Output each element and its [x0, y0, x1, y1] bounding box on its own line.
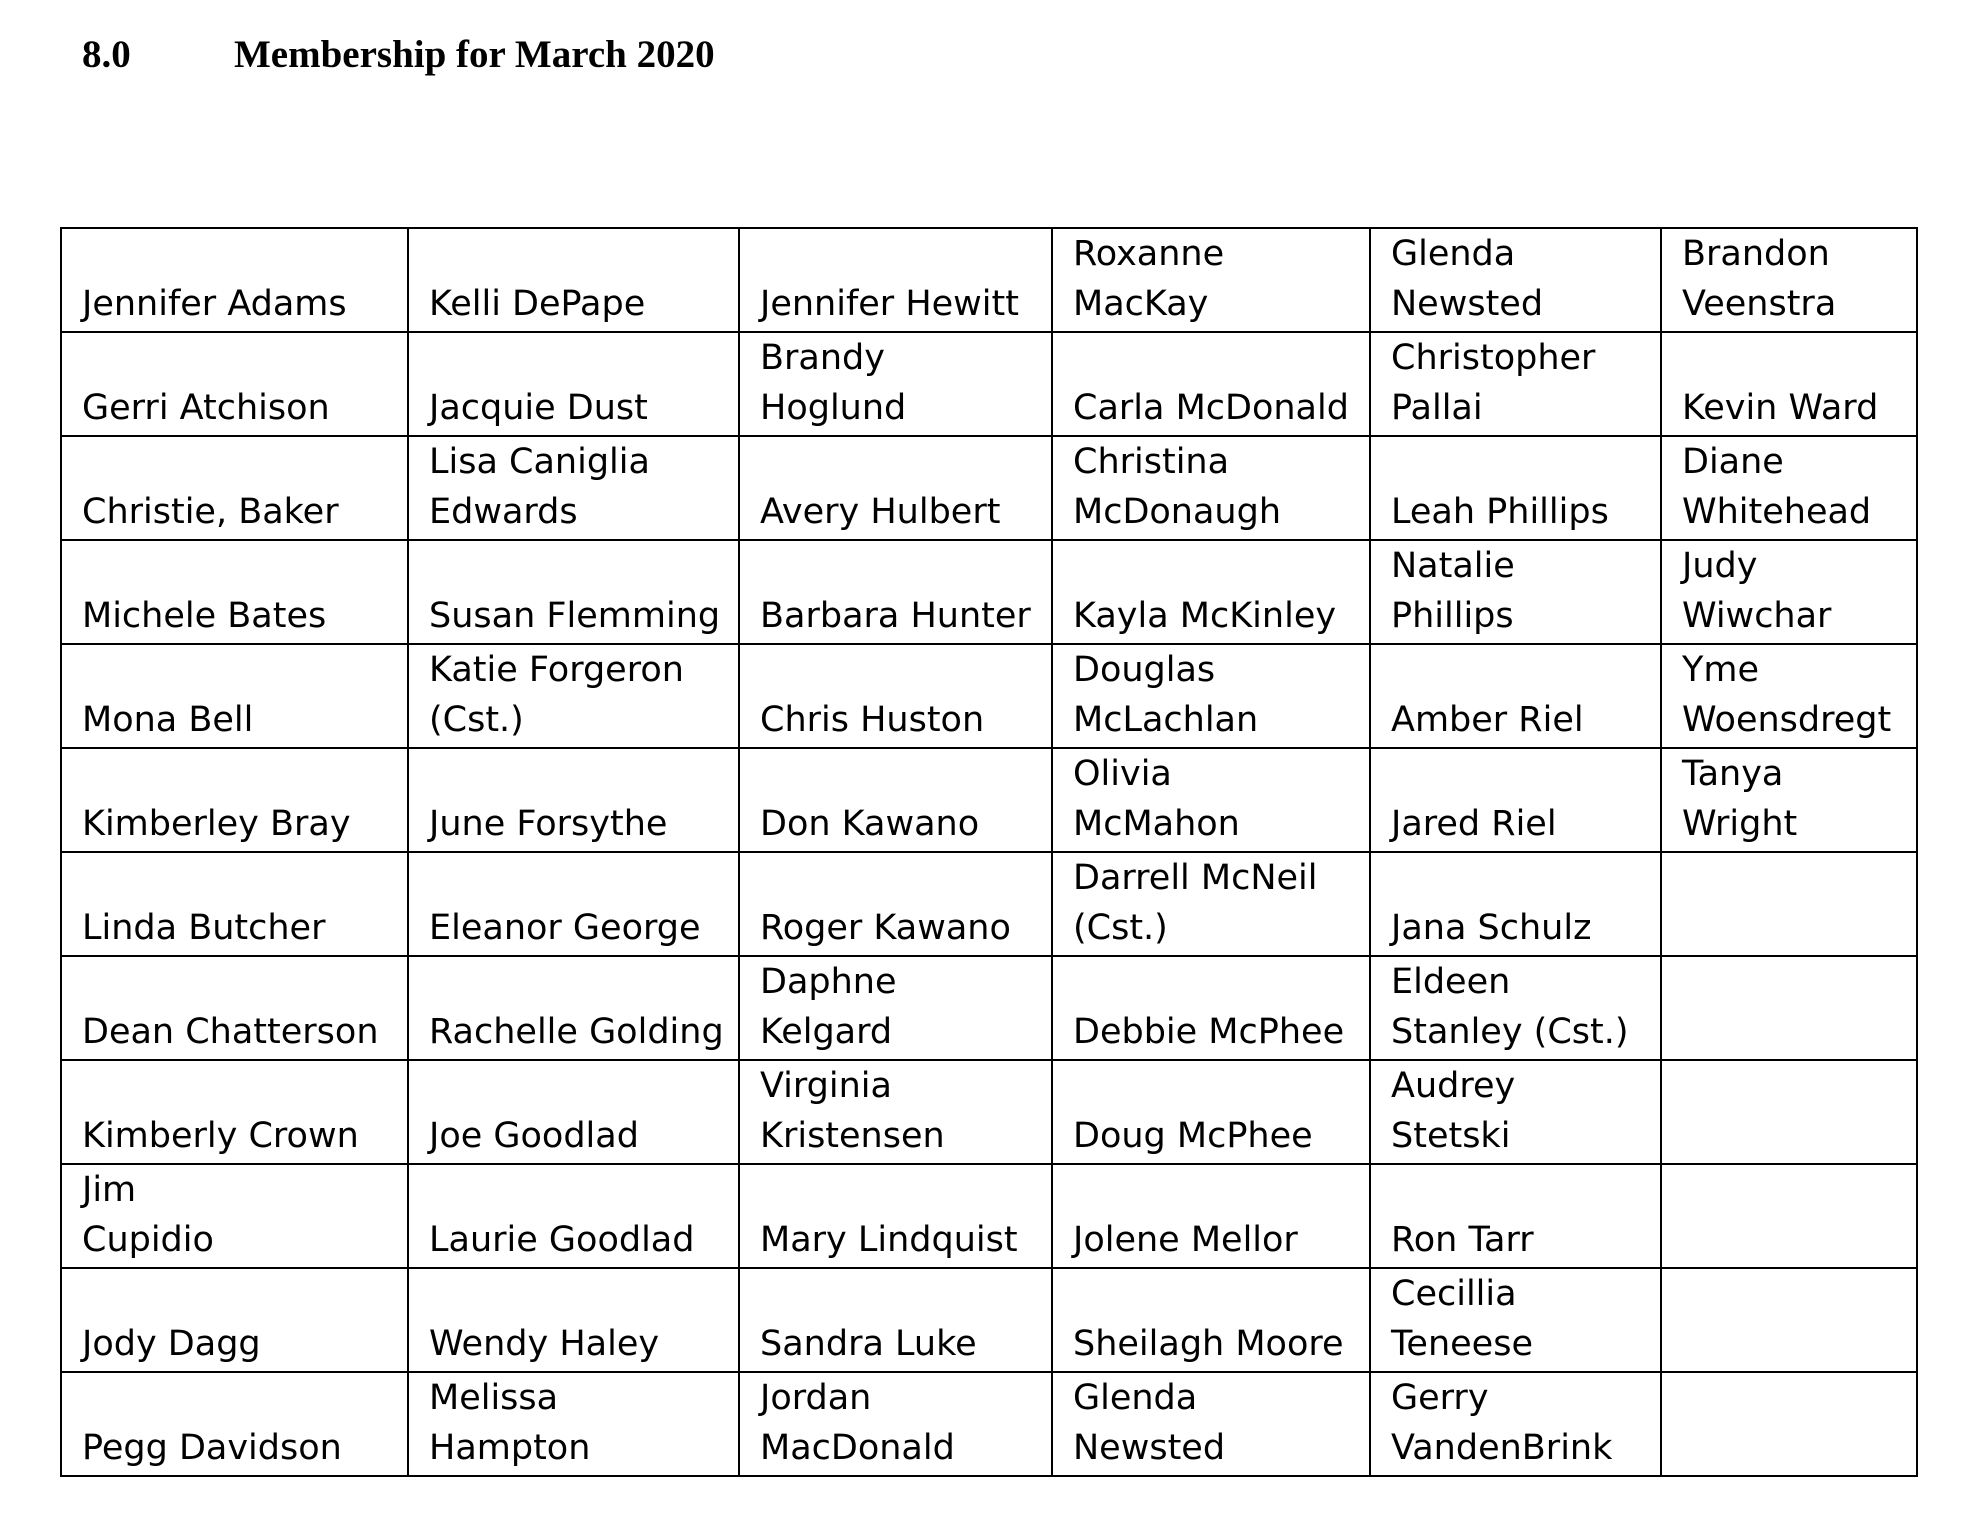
member-name: Gerry	[1391, 1378, 1489, 1418]
member-name: (Cst.)	[1073, 908, 1168, 948]
member-name: Kimberly Crown	[82, 1116, 359, 1156]
table-row	[61, 956, 1917, 1060]
member-name: Mona Bell	[82, 700, 254, 740]
member-cell	[61, 852, 408, 956]
member-name: Roxanne	[1073, 234, 1225, 274]
member-name: Darrell McNeil	[1073, 858, 1318, 898]
member-cell	[1052, 1060, 1370, 1164]
member-name: Barbara Hunter	[760, 596, 1031, 636]
member-cell	[1661, 956, 1917, 1060]
table-row	[61, 644, 1917, 748]
member-cell	[1661, 228, 1917, 332]
member-name: Kristensen	[760, 1116, 945, 1156]
member-cell	[1370, 436, 1661, 540]
member-cell	[1052, 1372, 1370, 1476]
member-name: Hoglund	[760, 388, 907, 428]
member-cell	[408, 228, 739, 332]
member-cell	[61, 228, 408, 332]
member-name: Kelgard	[760, 1012, 893, 1052]
member-name: VandenBrink	[1391, 1428, 1613, 1468]
member-name: Rachelle Golding	[429, 1012, 724, 1052]
member-cell	[1052, 540, 1370, 644]
member-cell	[1370, 1164, 1661, 1268]
member-name: Chris Huston	[760, 700, 985, 740]
member-cell	[1370, 540, 1661, 644]
member-name: Gerri Atchison	[82, 388, 330, 428]
member-name: Veenstra	[1682, 284, 1837, 324]
member-cell	[739, 956, 1052, 1060]
member-cell	[1052, 644, 1370, 748]
member-name: Michele Bates	[82, 596, 327, 636]
member-cell	[1661, 332, 1917, 436]
section-number: 8.0	[82, 33, 131, 76]
member-name: Mary Lindquist	[760, 1220, 1018, 1260]
member-cell	[408, 1164, 739, 1268]
table-row	[61, 1164, 1917, 1268]
member-name: Sheilagh Moore	[1073, 1324, 1344, 1364]
member-name: Audrey	[1391, 1066, 1516, 1106]
member-name: Debbie McPhee	[1073, 1012, 1345, 1052]
member-cell	[739, 332, 1052, 436]
member-cell	[1661, 1268, 1917, 1372]
member-name: Glenda	[1391, 234, 1516, 274]
member-cell	[739, 644, 1052, 748]
member-name: Natalie	[1391, 546, 1515, 586]
member-name: McLachlan	[1073, 700, 1259, 740]
member-name: Woensdregt	[1682, 700, 1892, 740]
member-name: Diane	[1682, 442, 1784, 482]
member-cell	[408, 332, 739, 436]
member-name: Virginia	[760, 1066, 892, 1106]
member-cell	[739, 436, 1052, 540]
table-row	[61, 332, 1917, 436]
member-name: McMahon	[1073, 804, 1240, 844]
member-cell	[408, 1060, 739, 1164]
member-name: Christie, Baker	[82, 492, 339, 532]
membership-table	[60, 227, 1918, 1477]
member-name: Pegg Davidson	[82, 1428, 342, 1468]
member-name: Stanley (Cst.)	[1391, 1012, 1629, 1052]
member-name: Jim	[82, 1170, 137, 1210]
member-cell	[1661, 748, 1917, 852]
member-name: Amber Riel	[1391, 700, 1584, 740]
member-name: Linda Butcher	[82, 908, 326, 948]
section-title: Membership for March 2020	[234, 33, 715, 76]
member-name: Newsted	[1391, 284, 1544, 324]
member-name: (Cst.)	[429, 700, 524, 740]
member-name: Sandra Luke	[760, 1324, 977, 1364]
member-cell	[61, 1372, 408, 1476]
member-name: Jolene Mellor	[1073, 1220, 1298, 1260]
member-name: June Forsythe	[429, 804, 668, 844]
member-cell	[1052, 852, 1370, 956]
member-cell	[1052, 332, 1370, 436]
member-cell	[1370, 748, 1661, 852]
member-name: Susan Flemming	[429, 596, 721, 636]
member-name: Brandy	[760, 338, 885, 378]
member-name: Kayla McKinley	[1073, 596, 1337, 636]
member-name: Cecillia	[1391, 1274, 1517, 1314]
member-cell	[61, 332, 408, 436]
member-name: Jennifer Adams	[82, 284, 347, 324]
member-name: Kimberley Bray	[82, 804, 351, 844]
member-name: Jared Riel	[1391, 804, 1557, 844]
member-name: Joe Goodlad	[429, 1116, 639, 1156]
member-cell	[739, 748, 1052, 852]
member-cell	[1661, 436, 1917, 540]
member-cell	[408, 540, 739, 644]
member-name: Eleanor George	[429, 908, 701, 948]
member-cell	[1052, 748, 1370, 852]
member-name: Laurie Goodlad	[429, 1220, 695, 1260]
member-cell	[1661, 852, 1917, 956]
member-cell	[1370, 1372, 1661, 1476]
membership-table-body	[61, 228, 1917, 1476]
member-name: Eldeen	[1391, 962, 1511, 1002]
member-name: Wendy Haley	[429, 1324, 660, 1364]
table-row	[61, 852, 1917, 956]
table-row	[61, 1060, 1917, 1164]
member-name: Wiwchar	[1682, 596, 1832, 636]
table-row	[61, 1268, 1917, 1372]
member-name: Cupidio	[82, 1220, 214, 1260]
member-name: Roger Kawano	[760, 908, 1011, 948]
member-name: Douglas	[1073, 650, 1216, 690]
member-cell	[739, 1164, 1052, 1268]
member-cell	[61, 540, 408, 644]
member-cell	[408, 436, 739, 540]
member-name: Leah Phillips	[1391, 492, 1609, 532]
member-cell	[1052, 956, 1370, 1060]
member-cell	[1370, 644, 1661, 748]
member-cell	[1052, 1164, 1370, 1268]
member-name: Christina	[1073, 442, 1230, 482]
member-cell	[61, 1060, 408, 1164]
member-cell	[61, 956, 408, 1060]
member-name: Glenda	[1073, 1378, 1198, 1418]
member-cell	[1370, 956, 1661, 1060]
table-row	[61, 1372, 1917, 1476]
member-name: McDonaugh	[1073, 492, 1282, 532]
member-cell	[739, 852, 1052, 956]
member-name: Daphne	[760, 962, 897, 1002]
member-name: Jordan	[760, 1378, 872, 1418]
member-cell	[739, 1060, 1052, 1164]
member-cell	[1370, 228, 1661, 332]
member-cell	[739, 540, 1052, 644]
member-cell	[1661, 1164, 1917, 1268]
member-name: Stetski	[1391, 1116, 1511, 1156]
member-cell	[408, 1372, 739, 1476]
member-name: Jana Schulz	[1391, 908, 1592, 948]
member-name: Carla McDonald	[1073, 388, 1349, 428]
member-cell	[408, 644, 739, 748]
member-cell	[739, 1268, 1052, 1372]
table-row	[61, 748, 1917, 852]
member-cell	[1052, 228, 1370, 332]
member-name: Edwards	[429, 492, 578, 532]
table-row	[61, 540, 1917, 644]
member-name: Yme	[1682, 650, 1760, 690]
member-name: Kevin Ward	[1682, 388, 1879, 428]
member-name: Don Kawano	[760, 804, 980, 844]
member-name: Katie Forgeron	[429, 650, 684, 690]
member-cell	[61, 644, 408, 748]
member-name: Jacquie Dust	[429, 388, 648, 428]
member-cell	[1661, 1060, 1917, 1164]
member-name: Phillips	[1391, 596, 1514, 636]
member-cell	[1661, 540, 1917, 644]
member-name: MacKay	[1073, 284, 1209, 324]
member-cell	[408, 1268, 739, 1372]
member-name: Christopher	[1391, 338, 1596, 378]
member-name: Tanya	[1682, 754, 1784, 794]
member-cell	[1370, 1060, 1661, 1164]
member-name: Dean Chatterson	[82, 1012, 379, 1052]
member-name: Wright	[1682, 804, 1798, 844]
member-name: MacDonald	[760, 1428, 955, 1468]
member-name: Brandon	[1682, 234, 1830, 274]
member-name: Avery Hulbert	[760, 492, 1001, 532]
member-name: Melissa	[429, 1378, 559, 1418]
member-cell	[1052, 436, 1370, 540]
member-cell	[1052, 1268, 1370, 1372]
member-cell	[1661, 644, 1917, 748]
member-cell	[1370, 1268, 1661, 1372]
member-cell	[61, 436, 408, 540]
member-cell	[1370, 852, 1661, 956]
member-cell	[61, 1164, 408, 1268]
member-name: Ron Tarr	[1391, 1220, 1534, 1260]
member-cell	[408, 852, 739, 956]
member-name: Jody Dagg	[82, 1324, 261, 1364]
section-heading	[82, 32, 715, 77]
member-cell	[61, 748, 408, 852]
member-cell	[1661, 1372, 1917, 1476]
member-name: Jennifer Hewitt	[760, 284, 1019, 324]
member-name: Whitehead	[1682, 492, 1872, 532]
member-name: Hampton	[429, 1428, 591, 1468]
table-row	[61, 436, 1917, 540]
member-name: Kelli DePape	[429, 284, 646, 324]
member-cell	[408, 956, 739, 1060]
member-name: Olivia	[1073, 754, 1172, 794]
member-name: Pallai	[1391, 388, 1483, 428]
member-name: Lisa Caniglia	[429, 442, 650, 482]
member-cell	[61, 1268, 408, 1372]
member-cell	[1370, 332, 1661, 436]
member-cell	[739, 228, 1052, 332]
member-name: Newsted	[1073, 1428, 1226, 1468]
member-name: Teneese	[1391, 1324, 1533, 1364]
member-name: Judy	[1682, 546, 1758, 586]
member-cell	[739, 1372, 1052, 1476]
member-name: Doug McPhee	[1073, 1116, 1313, 1156]
member-cell	[408, 748, 739, 852]
table-row	[61, 228, 1917, 332]
